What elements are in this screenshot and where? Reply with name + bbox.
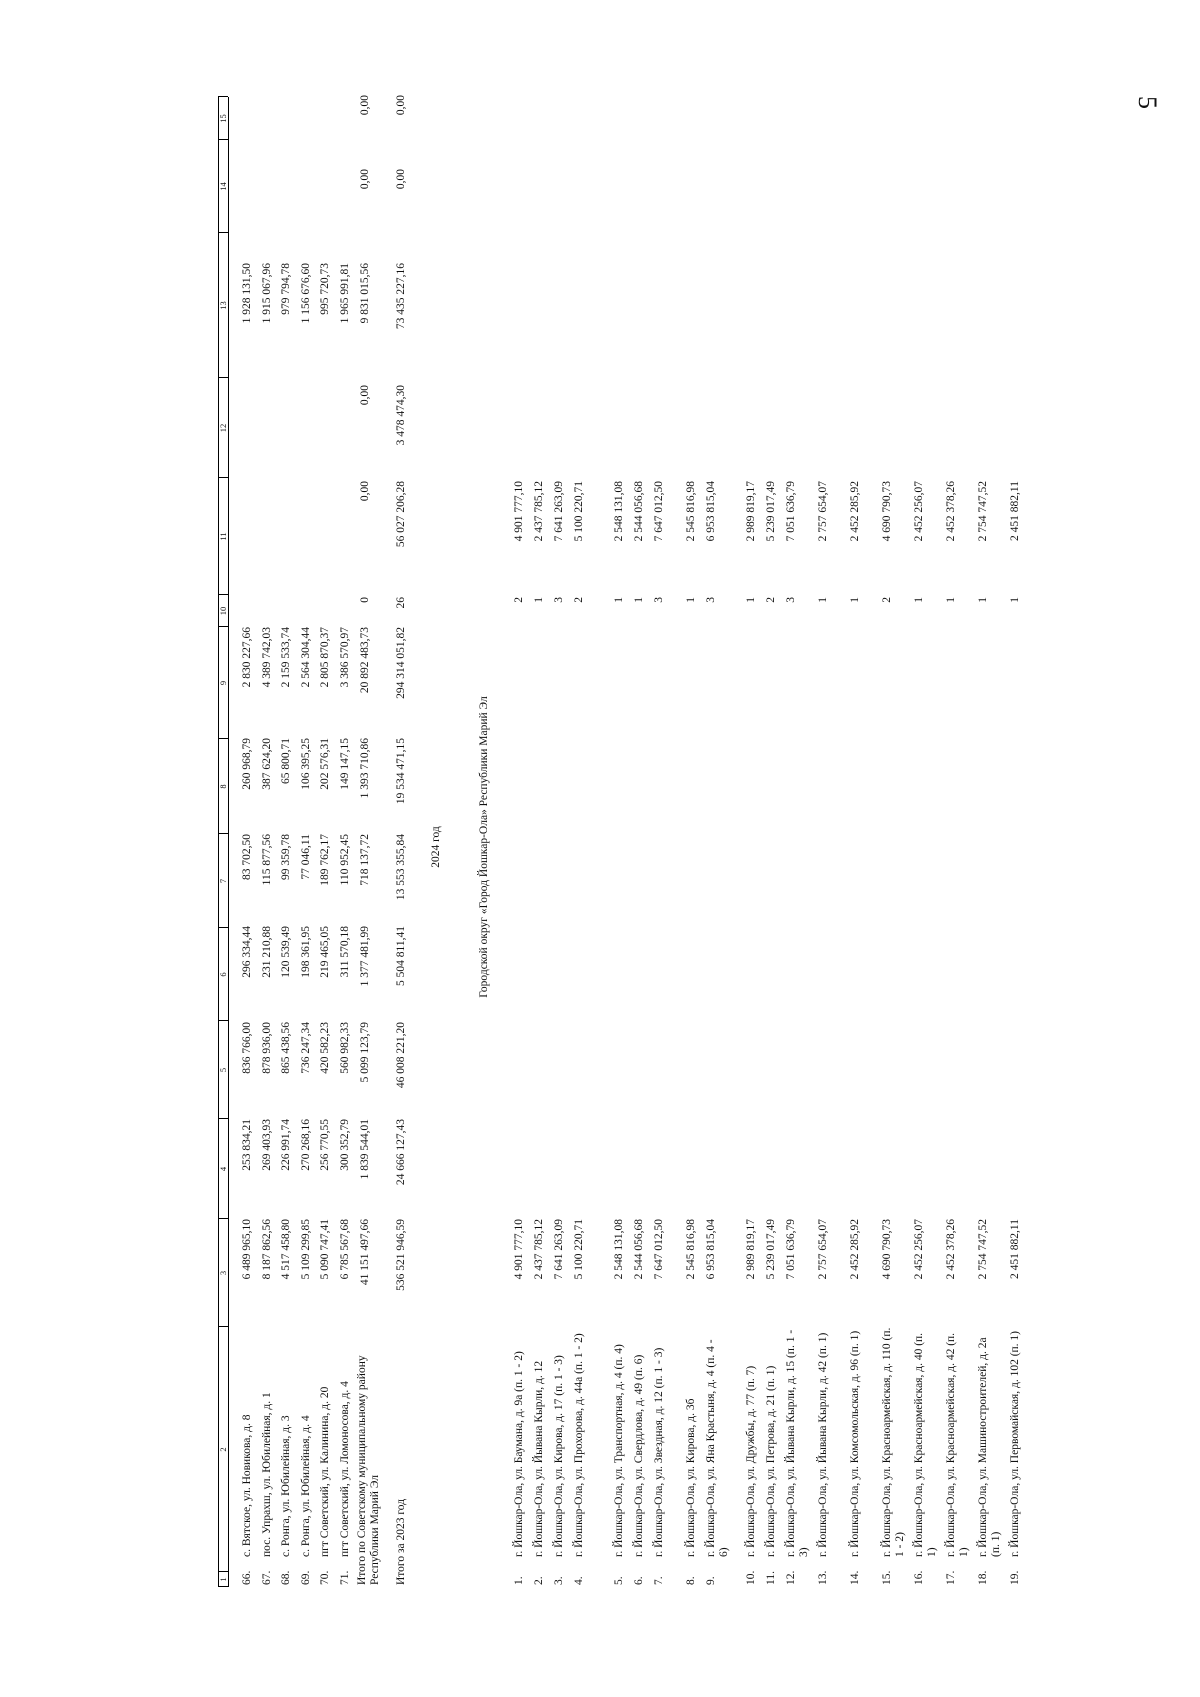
value-c10: 1 [849,597,861,603]
subtotal-c14: 0,00 [359,169,371,190]
address-cell: с. Вятское, ул. Новикова, д. 8 [241,1414,253,1557]
column-separator [218,1020,228,1021]
value-c4: 256 770,55 [319,1119,331,1171]
value-c9: 2 830 227,66 [241,627,253,688]
column-separator [218,232,228,233]
column-separator [218,1586,228,1587]
address-cell: г. Йошкар-Ола, ул. Красноармейская, д. 42 (п. 1) [945,1332,970,1557]
address-cell: г. Йошкар-Ола, ул. Йывана Кырли, д. 12 [533,1360,545,1557]
value-c3: 4 901 777,10 [513,1219,525,1280]
column-separator [218,377,228,378]
value-c11: 5 239 017,49 [765,481,777,542]
value-c11: 2 452 285,92 [849,481,861,542]
total-2023-c13: 73 435 227,16 [395,263,407,330]
column-separator [218,927,228,928]
column-separator [218,1326,228,1327]
value-c3: 5 109 299,85 [299,1219,312,1280]
total-2023-c10: 26 [395,597,407,609]
address-cell: г. Йошкар-Ола, ул. Йывана Кырли, д. 15 (п. 1 - 3) [785,1329,810,1557]
value-c9: 4 389 742,03 [260,627,273,688]
column-separator [218,626,228,627]
value-c4: 269 403,93 [260,1119,273,1171]
value-c6: 311 570,18 [338,926,351,978]
value-c3: 2 437 785,12 [533,1219,545,1280]
value-c10: 2 [573,597,585,603]
address-cell: г. Йошкар-Ола, ул. Петрова, д. 21 (п. 1) [765,1365,777,1557]
column-number-1: 1 [218,1577,228,1582]
address-cell: г. Йошкар-Ола, ул. Красноармейская, д. 110 (п. 1 - 2) [881,1327,906,1557]
value-c3: 4 517 458,80 [280,1219,292,1280]
value-c3: 2 451 882,11 [1009,1219,1021,1279]
value-c10: 1 [685,597,697,603]
value-c10: 2 [881,597,893,603]
total-2023-c11: 56 027 206,28 [395,481,407,548]
value-c10: 1 [745,597,757,603]
subtotal-c10: 0 [359,597,371,603]
value-c8: 106 395,25 [299,738,312,790]
value-c7: 110 952,45 [338,834,351,886]
value-c11: 2 451 882,11 [1009,481,1021,541]
column-number-4: 4 [218,1166,228,1172]
row-number: 19. [1009,1570,1021,1585]
row-number: 18. [977,1570,989,1585]
value-c3: 7 641 263,09 [553,1219,565,1280]
address-cell: г. Йошкар-Ола, ул. Свердлова, д. 49 (п. 6) [633,1354,645,1557]
value-c3: 2 545 816,98 [685,1219,697,1280]
row-number: 11. [765,1571,777,1585]
value-c10: 1 [1009,597,1021,603]
value-c5: 836 766,00 [241,1022,253,1074]
value-c5: 878 936,00 [260,1022,273,1074]
value-c6: 296 334,44 [241,926,253,978]
value-c11: 2 544 056,68 [633,481,645,542]
value-c3: 7 647 012,50 [653,1219,665,1280]
address-cell: г. Йошкар-Ола, ул. Прохорова, д. 44а (п. 1 - 2) [573,1333,585,1557]
value-c5: 736 247,34 [299,1022,312,1074]
value-c3: 6 953 815,04 [705,1219,717,1280]
address-cell: г. Йошкар-Ола, ул. Кирова, д. 17 (п. 1 - 3) [553,1355,565,1557]
value-c11: 7 641 263,09 [553,481,565,542]
total-2023-c6: 5 504 811,41 [395,926,407,986]
row-number: 1. [513,1576,525,1585]
header-bottom-rule [228,97,229,1587]
value-c3: 5 100 220,71 [573,1219,585,1280]
value-c3: 6 489 965,10 [241,1219,253,1280]
column-separator [218,477,228,478]
value-c10: 1 [633,597,645,603]
address-cell: г. Йошкар-Ола, ул. Йывана Кырли, д. 42 (п. 1) [817,1332,829,1557]
value-c11: 2 757 654,07 [817,481,829,542]
value-c5: 865 438,56 [280,1022,292,1074]
subtotal-c8: 1 393 710,86 [359,738,371,799]
value-c9: 2 159 533,74 [280,627,292,688]
value-c9: 2 805 870,37 [319,627,331,688]
column-separator [218,96,228,97]
subtotal-label: Итого по Советскому муниципальному району Республики Марий Эл [356,1355,381,1585]
value-c11: 6 953 815,04 [705,481,717,542]
column-number-3: 3 [218,1270,228,1276]
subtotal-c12: 0,00 [359,385,371,406]
address-cell: пгт Советский, ул. Калинина, д. 20 [319,1386,331,1557]
value-c13: 1 915 067,96 [260,263,273,324]
value-c10: 1 [945,597,957,603]
value-c3: 2 452 285,92 [849,1219,861,1280]
total-2023-c12: 3 478 474,30 [395,385,407,446]
subtotal-c15: 0,00 [359,95,371,116]
column-number-13: 13 [218,301,228,310]
column-separator [218,833,228,834]
row-number: 10. [745,1570,757,1585]
total-2023-label: Итого за 2023 год [395,1498,407,1585]
total-2023-c5: 46 008 221,20 [395,1022,407,1089]
subtotal-c13: 9 831 015,56 [359,263,371,324]
row-number: 2. [533,1576,545,1585]
value-c8: 149 147,15 [338,738,351,790]
row-number: 67. [260,1570,273,1585]
row-number: 15. [881,1570,893,1585]
value-c11: 4 901 777,10 [513,481,525,542]
value-c6: 219 465,05 [319,926,331,978]
column-number-5: 5 [218,1067,228,1073]
value-c10: 3 [553,597,565,603]
value-c10: 2 [513,597,525,603]
row-number: 8. [685,1576,697,1585]
value-c10: 3 [653,597,665,603]
address-cell: с. Ронга, ул. Юбилейная, д. 4 [299,1415,312,1557]
value-c11: 2 545 816,98 [685,481,697,542]
value-c13: 1 928 131,50 [241,263,253,324]
value-c13: 1 965 991,81 [338,263,351,324]
value-c4: 253 834,21 [241,1119,253,1171]
value-c11: 2 989 819,17 [745,481,757,542]
address-cell: с. Ронга, ул. Юбилейная, д. 3 [280,1415,292,1557]
value-c11: 7 051 636,79 [785,481,797,542]
value-c3: 4 690 790,73 [881,1219,893,1280]
row-number: 66. [241,1570,253,1585]
column-separator [218,1571,228,1572]
value-c3: 6 785 567,68 [338,1219,351,1280]
value-c7: 189 762,17 [319,834,331,886]
column-number-2: 2 [218,1447,228,1452]
subtotal-c9: 20 892 483,73 [359,627,371,694]
subtotal-c3: 41 151 497,66 [359,1219,371,1286]
value-c10: 1 [533,597,545,603]
value-c8: 387 624,20 [260,738,273,790]
value-c4: 270 268,16 [299,1119,312,1171]
value-c13: 979 794,78 [280,263,292,315]
subtotal-c6: 1 377 481,99 [359,926,371,987]
value-c11: 2 437 785,12 [533,481,545,542]
subtotal-c11: 0,00 [359,481,371,502]
value-c10: 1 [817,597,829,603]
value-c7: 115 877,56 [260,834,273,886]
row-number: 3. [553,1576,565,1585]
value-c6: 198 361,95 [299,926,312,978]
value-c11: 2 754 747,52 [977,481,989,542]
page-number: 5 [1133,96,1162,109]
subtotal-c4: 1 839 544,01 [359,1119,371,1180]
total-2023-c9: 294 314 051,82 [395,627,407,699]
row-number: 13. [817,1570,829,1585]
value-c10: 1 [913,597,925,603]
address-cell: г. Йошкар-Ола, ул. Машиностроителей, д. 2а (п. 1) [977,1337,1002,1557]
column-number-15: 15 [218,114,228,123]
subtotal-c5: 5 099 123,79 [359,1022,371,1083]
value-c8: 260 968,79 [241,738,253,790]
value-c3: 2 544 056,68 [633,1219,645,1280]
value-c3: 2 989 819,17 [745,1219,757,1280]
value-c3: 7 051 636,79 [785,1219,797,1280]
column-number-6: 6 [218,972,228,977]
value-c7: 99 359,78 [280,834,292,880]
row-number: 16. [913,1570,925,1585]
column-separator [218,1218,228,1219]
subtotal-c7: 718 137,72 [359,834,371,886]
row-number: 70. [319,1570,331,1585]
address-cell: пос. Упрахш, ул. Юбилейная, д. 1 [260,1392,273,1557]
row-number: 17. [945,1570,957,1585]
row-number: 69. [299,1570,312,1585]
row-number: 7. [653,1576,665,1585]
value-c4: 226 991,74 [280,1119,292,1171]
value-c3: 2 757 654,07 [817,1219,829,1280]
column-separator [218,594,228,595]
value-c9: 2 564 304,44 [299,627,312,688]
row-number: 71. [338,1570,351,1585]
address-cell: г. Йошкар-Ола, ул. Кирова, д. 3б [685,1398,697,1557]
value-c3: 2 452 256,07 [913,1219,925,1280]
total-2023-c15: 0,00 [395,95,407,116]
column-number-11: 11 [218,532,228,541]
row-number: 5. [613,1576,625,1585]
value-c5: 420 582,23 [319,1022,331,1074]
value-c7: 77 046,11 [299,834,312,880]
row-number: 6. [633,1576,645,1585]
column-separator [218,1118,228,1119]
value-c3: 2 452 378,26 [945,1219,957,1280]
column-number-14: 14 [218,182,228,191]
row-number: 12. [785,1570,797,1585]
column-separator [218,139,228,140]
value-c3: 5 090 747,41 [319,1219,331,1280]
value-c10: 2 [765,597,777,603]
year-label: 2024 год [430,826,442,868]
value-c10: 3 [785,597,797,603]
address-cell: г. Йошкар-Ола, ул. Яна Крастыня, д. 4 (п. 4 - 6) [705,1339,730,1557]
value-c10: 3 [705,597,717,603]
column-number-12: 12 [218,423,228,433]
value-c11: 7 647 012,50 [653,481,665,542]
column-number-8: 8 [218,784,228,789]
column-number-9: 9 [218,680,228,686]
region-label: Городской округ «Город Йошкар-Ола» Республики Марий Эл [478,696,490,998]
address-cell: г. Йошкар-Ола, ул. Баумана, д. 9а (п. 1 - 2) [513,1351,525,1557]
column-number-7: 7 [218,878,228,884]
total-2023-c8: 19 534 471,15 [395,738,407,805]
total-2023-c7: 13 553 355,84 [395,834,407,901]
value-c11: 5 100 220,71 [573,481,585,542]
value-c11: 4 690 790,73 [881,481,893,542]
value-c13: 995 720,73 [319,263,331,315]
row-number: 9. [705,1576,717,1585]
value-c7: 83 702,50 [241,834,253,880]
address-cell: г. Йошкар-Ола, ул. Комсомольская, д. 96 (п. 1) [849,1330,861,1557]
total-2023-c4: 24 666 127,43 [395,1119,407,1186]
address-cell: г. Йошкар-Ола, ул. Красноармейская, д. 40 (п. 1) [913,1332,938,1557]
value-c4: 300 352,79 [338,1119,351,1171]
value-c11: 2 548 131,08 [613,481,625,542]
value-c11: 2 452 378,26 [945,481,957,542]
value-c5: 560 982,33 [338,1022,351,1074]
row-number: 68. [280,1570,292,1585]
total-2023-c14: 0,00 [395,169,407,190]
value-c3: 8 187 862,56 [260,1219,273,1280]
row-number: 14. [849,1570,861,1585]
value-c3: 5 239 017,49 [765,1219,777,1280]
value-c6: 120 539,49 [280,926,292,978]
address-cell: г. Йошкар-Ола, ул. Звездная, д. 12 (п. 1 - 3) [653,1347,665,1557]
value-c3: 2 548 131,08 [613,1219,625,1280]
value-c10: 1 [613,597,625,603]
row-number: 4. [573,1576,585,1585]
total-2023-c3: 536 521 946,59 [395,1219,407,1291]
column-separator [218,738,228,739]
address-cell: г. Йошкар-Ола, ул. Первомайская, д. 102 (п. 1) [1009,1330,1021,1557]
value-c3: 2 754 747,52 [977,1219,989,1280]
value-c8: 65 800,71 [280,738,292,784]
value-c11: 2 452 256,07 [913,481,925,542]
value-c6: 231 210,88 [260,926,273,978]
value-c13: 1 156 676,60 [299,263,312,324]
address-cell: г. Йошкар-Ола, ул. Транспортная, д. 4 (п. 4) [613,1344,625,1557]
address-cell: г. Йошкар-Ола, ул. Дружбы, д. 77 (п. 7) [745,1365,757,1557]
value-c9: 3 386 570,97 [338,627,351,688]
column-number-10: 10 [218,606,228,616]
value-c8: 202 576,31 [319,738,331,790]
address-cell: пгт Советский, ул. Ломоносова, д. 4 [338,1381,351,1557]
value-c10: 1 [977,597,989,603]
